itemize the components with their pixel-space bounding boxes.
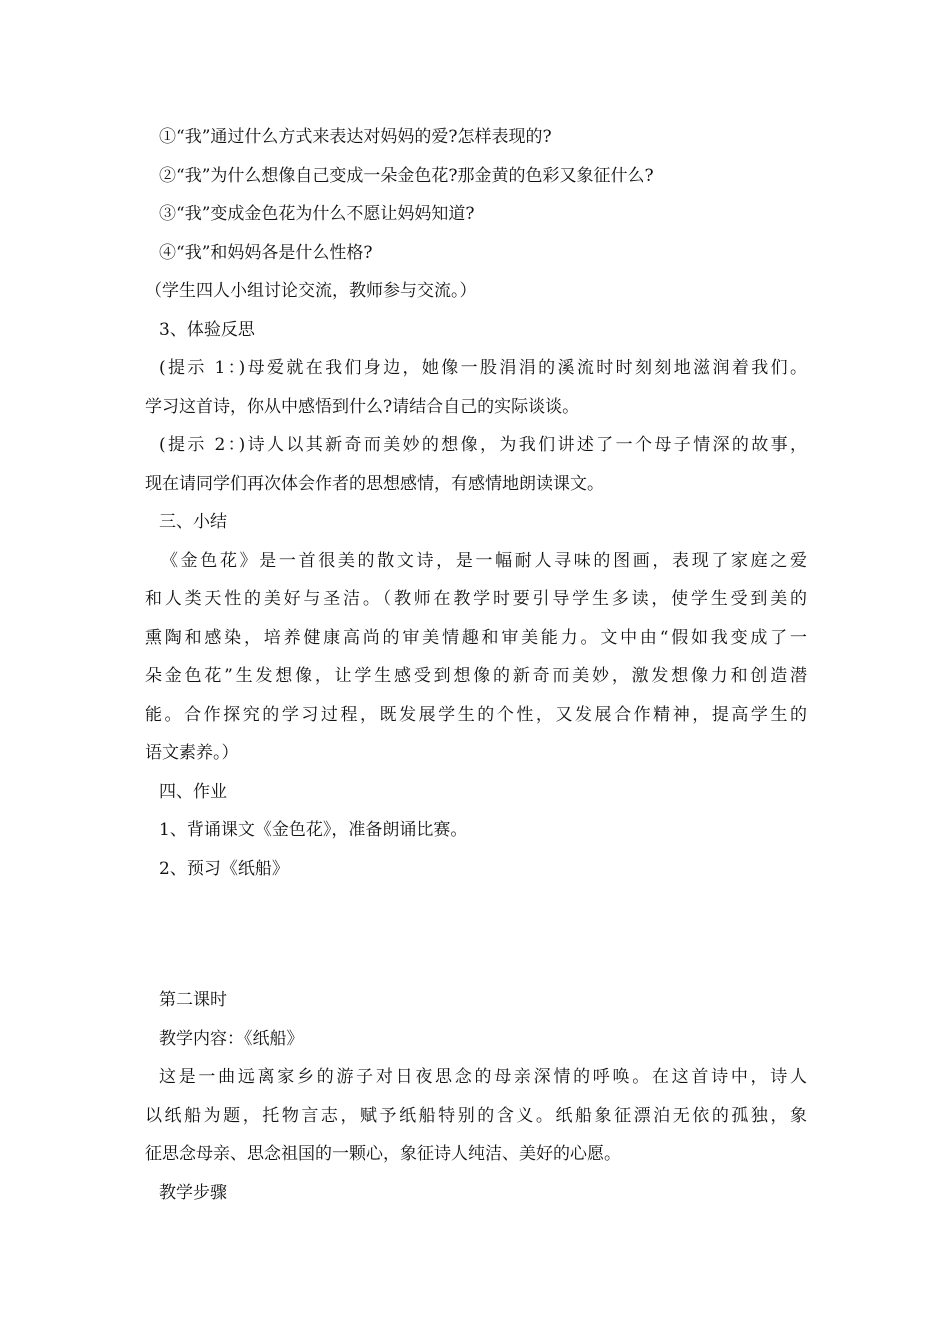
homework-heading: 四、作业 xyxy=(159,781,227,802)
question-2: ②“我”为什么想像自己变成一朵金色花?那金黄的色彩又象征什么? xyxy=(159,165,654,186)
group-discussion-note: （学生四人小组讨论交流，教师参与交流。） xyxy=(145,281,477,301)
section-spacer xyxy=(145,888,807,981)
question-4: ④“我”和妈妈各是什么性格? xyxy=(159,242,373,263)
summary-line-4: 朵金色花”生发想像，让学生感受到想像的新奇而美妙，激发想像力和创造潜 xyxy=(145,666,807,686)
hint1-line-2: 学习这首诗，你从中感悟到什么?请结合自己的实际谈谈。 xyxy=(145,396,580,417)
lesson2-title: 第二课时 xyxy=(159,990,227,1010)
question-1: ①“我”通过什么方式来表达对妈妈的爱?怎样表现的? xyxy=(159,127,552,147)
lesson2-intro-line-1: 这是一曲远离家乡的游子对日夜思念的母亲深情的呼唤。在这首诗中，诗人 xyxy=(159,1067,807,1087)
lesson2-steps-heading: 教学步骤 xyxy=(159,1182,227,1203)
lesson2-content-label: 教学内容：《纸船》 xyxy=(159,1028,304,1049)
homework-item-2: 2、预习《纸船》 xyxy=(159,858,289,879)
lesson2-intro-line-2: 以纸船为题，托物言志，赋予纸船特别的含义。纸船象征漂泊无依的孤独，象 xyxy=(145,1105,807,1126)
document-page xyxy=(145,118,807,1212)
summary-line-1: 《金色花》是一首很美的散文诗，是一幅耐人寻味的图画，表现了家庭之爱 xyxy=(161,550,807,571)
hint1-line-1: (提示 1：)母爱就在我们身边，她像一股涓涓的溪流时时刻刻地滋润着我们。 xyxy=(159,358,807,378)
hint2-line-1: (提示 2：)诗人以其新奇而美妙的想像，为我们讲述了一个母子情深的故事， xyxy=(159,435,807,455)
question-3: ③“我”变成金色花为什么不愿让妈妈知道? xyxy=(159,204,475,224)
summary-heading: 三、小结 xyxy=(159,512,227,532)
step3-heading: 3、体验反思 xyxy=(159,319,255,340)
hint2-line-2: 现在请同学们再次体会作者的思想感情，有感情地朗读课文。 xyxy=(145,473,604,494)
summary-line-2: 和人类天性的美好与圣洁。（教师在教学时要引导学生多读，使学生受到美的 xyxy=(145,589,807,609)
summary-line-6: 语文素养。） xyxy=(145,743,239,763)
lesson2-intro-line-3: 征思念母亲、思念祖国的一颗心，象征诗人纯洁、美好的心愿。 xyxy=(145,1144,621,1164)
summary-line-3: 熏陶和感染，培养健康高尚的审美情趣和审美能力。文中由“假如我变成了一 xyxy=(145,627,807,648)
homework-item-1: 1、背诵课文《金色花》，准备朗诵比赛。 xyxy=(159,820,468,840)
summary-line-5: 能。合作探究的学习过程，既发展学生的个性，又发展合作精神，提高学生的 xyxy=(145,704,807,725)
